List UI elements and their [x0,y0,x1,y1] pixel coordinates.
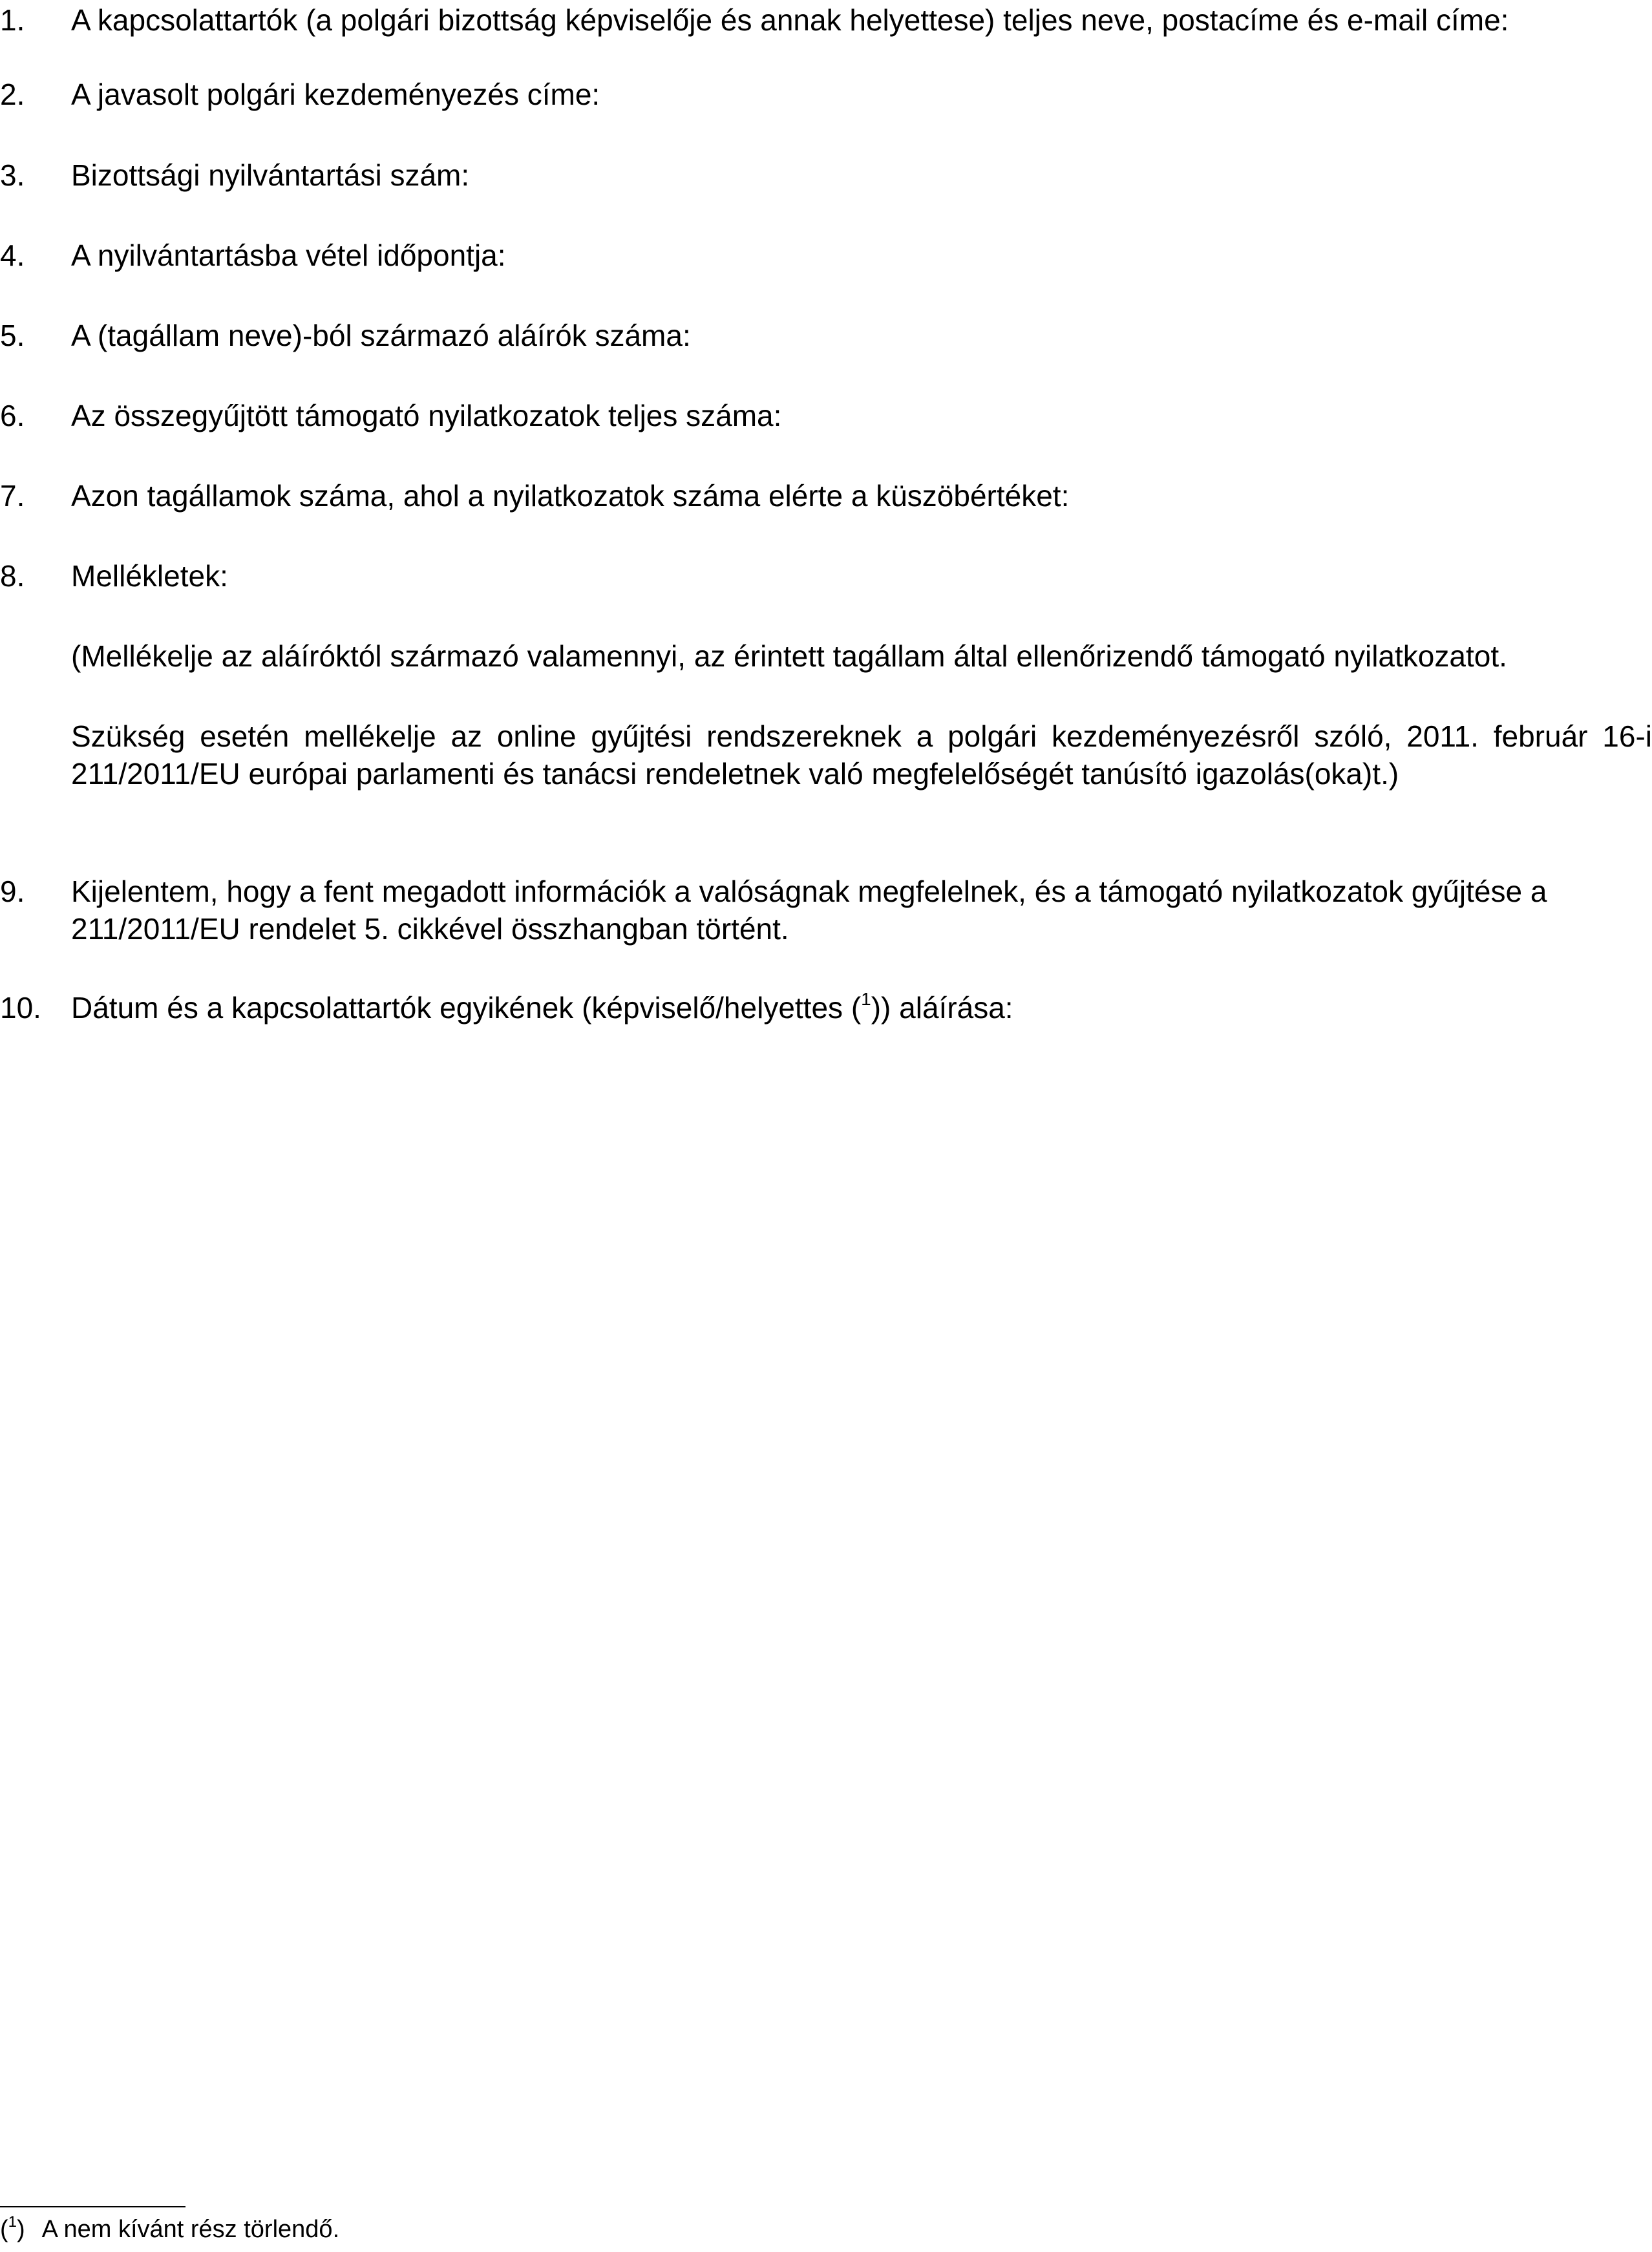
item-number: 9. [0,875,25,908]
footnote-reference[interactable]: 1 [861,989,871,1009]
footnote-close-paren: ) [17,2216,25,2243]
attachments-note-text: Szükség esetén mellékelje az online gyűjtési rendszereknek a polgári kezdeményezésről szóló, 2011. február 16-i 211/2011/EU európai parlamenti és tanácsi rendeletnek való megfelelőségét tanúsító igazolás(oka)t.) [71,719,1652,791]
footnote-marker [0,2213,25,2243]
item-number: 8. [0,559,25,593]
item-text: Bizottsági nyilvántartási szám: [71,158,470,192]
item-text: Az összegyűjtött támogató nyilatkozatok teljes száma: [71,399,782,432]
item-text: A (tagállam neve)-ból származó aláírók száma: [71,319,691,352]
item-text: Kijelentem, hogy a fent megadott információk a valóságnak megfelelnek, és a támogató nyilatkozatok gyűjtése a 211/2011/EU rendelet 5. cikkével összhangban történt. [71,875,1547,946]
item-number: 2. [0,78,25,111]
item-number: 4. [0,239,25,272]
footnote [0,2214,339,2245]
item-text: A nyilvántartásba vétel időpontja: [71,239,506,272]
footnote-text: A nem kívánt rész törlendő. [41,2216,340,2243]
item-text-before: Dátum és a kapcsolattartók egyikének (képviselő/helyettes ( [71,991,862,1025]
item-text-after: )) aláírása: [871,991,1013,1025]
item-number: 1. [0,3,25,37]
footnote-open-paren: ( [0,2216,8,2243]
item-number: 3. [0,158,25,192]
item-number: 7. [0,479,25,513]
item-text: A kapcsolattartók (a polgári bizottság képviselője és annak helyettese) teljes neve, postacíme és e-mail címe: [71,3,1509,37]
item-text: Mellékletek: [71,559,228,593]
item-number: 10. [0,991,41,1025]
item-text: Azon tagállamok száma, ahol a nyilatkozatok száma elérte a küszöbértéket: [71,479,1070,513]
item-text [71,989,1652,1026]
footnote-number: 1 [8,2213,17,2231]
item-number: 6. [0,399,25,432]
footnote-separator [0,2206,185,2207]
attachments-note-text: (Mellékelje az aláíróktól származó valamennyi, az érintett tagállam által ellenőrizendő támogató nyilatkozatot. [71,639,1507,673]
item-number: 5. [0,319,25,352]
item-text: A javasolt polgári kezdeményezés címe: [71,78,600,111]
